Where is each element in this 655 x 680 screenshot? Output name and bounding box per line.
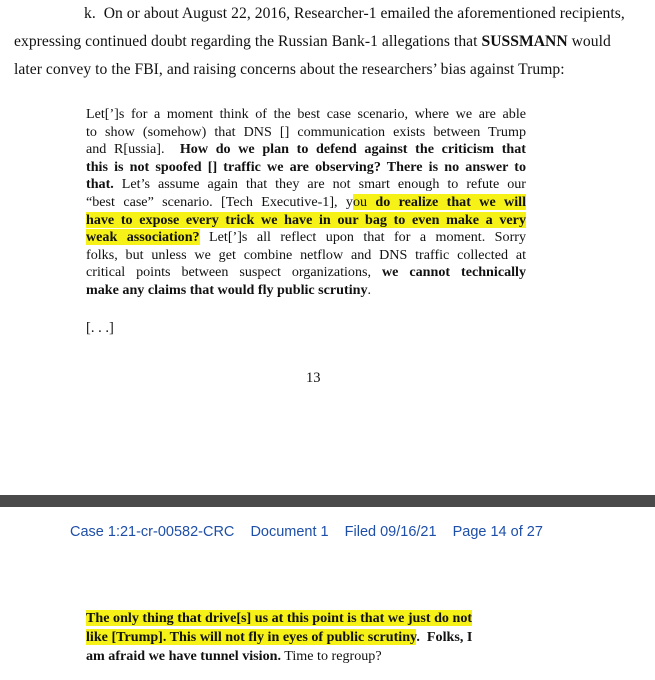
filed-date: Filed 09/16/21 bbox=[344, 524, 437, 540]
document-number: Document 1 bbox=[250, 524, 329, 540]
page-number: 13 bbox=[306, 370, 321, 386]
omission-ellipsis: [. . .] bbox=[86, 320, 114, 336]
page-divider bbox=[0, 495, 655, 507]
block-quote-continued bbox=[86, 609, 523, 666]
highlight: like [Trump]. This will not fly in eyes of public scrutiny bbox=[86, 629, 417, 645]
highlight: ou bbox=[352, 193, 376, 210]
quote-line: folks, but unless we get combine netflow and DNS traffic collected at bbox=[86, 246, 526, 263]
paragraph-line-2: expressing continued doubt regarding the Russian Bank-1 allegations that SUSSMANN would bbox=[14, 33, 611, 50]
quote-line: Let[’]s for a moment think of the best case scenario, where we are able bbox=[86, 106, 526, 122]
paragraph-line-1: k. On or about August 22, 2016, Researcher-1 emailed the aforementioned recipients, bbox=[84, 5, 625, 22]
quote-line: to show (somehow) that DNS [] communication exists between Trump bbox=[86, 123, 526, 140]
quote-line: weak association? Let[’]s all reflect upon that for a moment. Sorry bbox=[86, 229, 527, 246]
highlight: do realize that we will bbox=[375, 193, 526, 210]
page-count: Page 14 of 27 bbox=[452, 524, 543, 540]
quote-line: this is not spoofed [] traffic we are observing? There is no answer to bbox=[86, 158, 526, 175]
case-header bbox=[70, 524, 555, 540]
quote-line: and R[ussia]. How do we plan to defend against the criticism that bbox=[86, 141, 526, 158]
paragraph-k bbox=[14, 0, 644, 84]
highlight: weak association? bbox=[86, 229, 200, 246]
quote-line: make any claims that would fly public scrutiny. bbox=[86, 281, 372, 298]
highlight: have to expose every trick we have in our bag to even make a very bbox=[86, 211, 526, 228]
case-number: Case 1:21-cr-00582-CRC bbox=[70, 524, 235, 540]
quote-line: like [Trump]. This will not fly in eyes of public scrutiny. Folks, I bbox=[86, 629, 473, 645]
quote-line: critical points between suspect organizations, we cannot technically bbox=[86, 264, 526, 281]
quote-line bbox=[86, 212, 526, 230]
name-sussmann: SUSSMANN bbox=[481, 33, 568, 50]
highlight: The only thing that drive[s] us at this point is that we just do not bbox=[86, 610, 473, 626]
block-quote-email bbox=[86, 106, 526, 300]
paragraph-line-3: later convey to the FBI, and raising concerns about the researchers’ bias against Trump: bbox=[14, 61, 565, 78]
paragraph-label: k. bbox=[84, 5, 96, 22]
quote-line: am afraid we have tunnel vision. Time to regroup? bbox=[86, 648, 382, 664]
quote-line: that. Let’s assume again that they are not smart enough to refute our bbox=[86, 176, 526, 193]
quote-line bbox=[86, 609, 523, 628]
quote-line: “best case” scenario. [Tech Executive-1], you do realize that we will bbox=[86, 193, 526, 210]
